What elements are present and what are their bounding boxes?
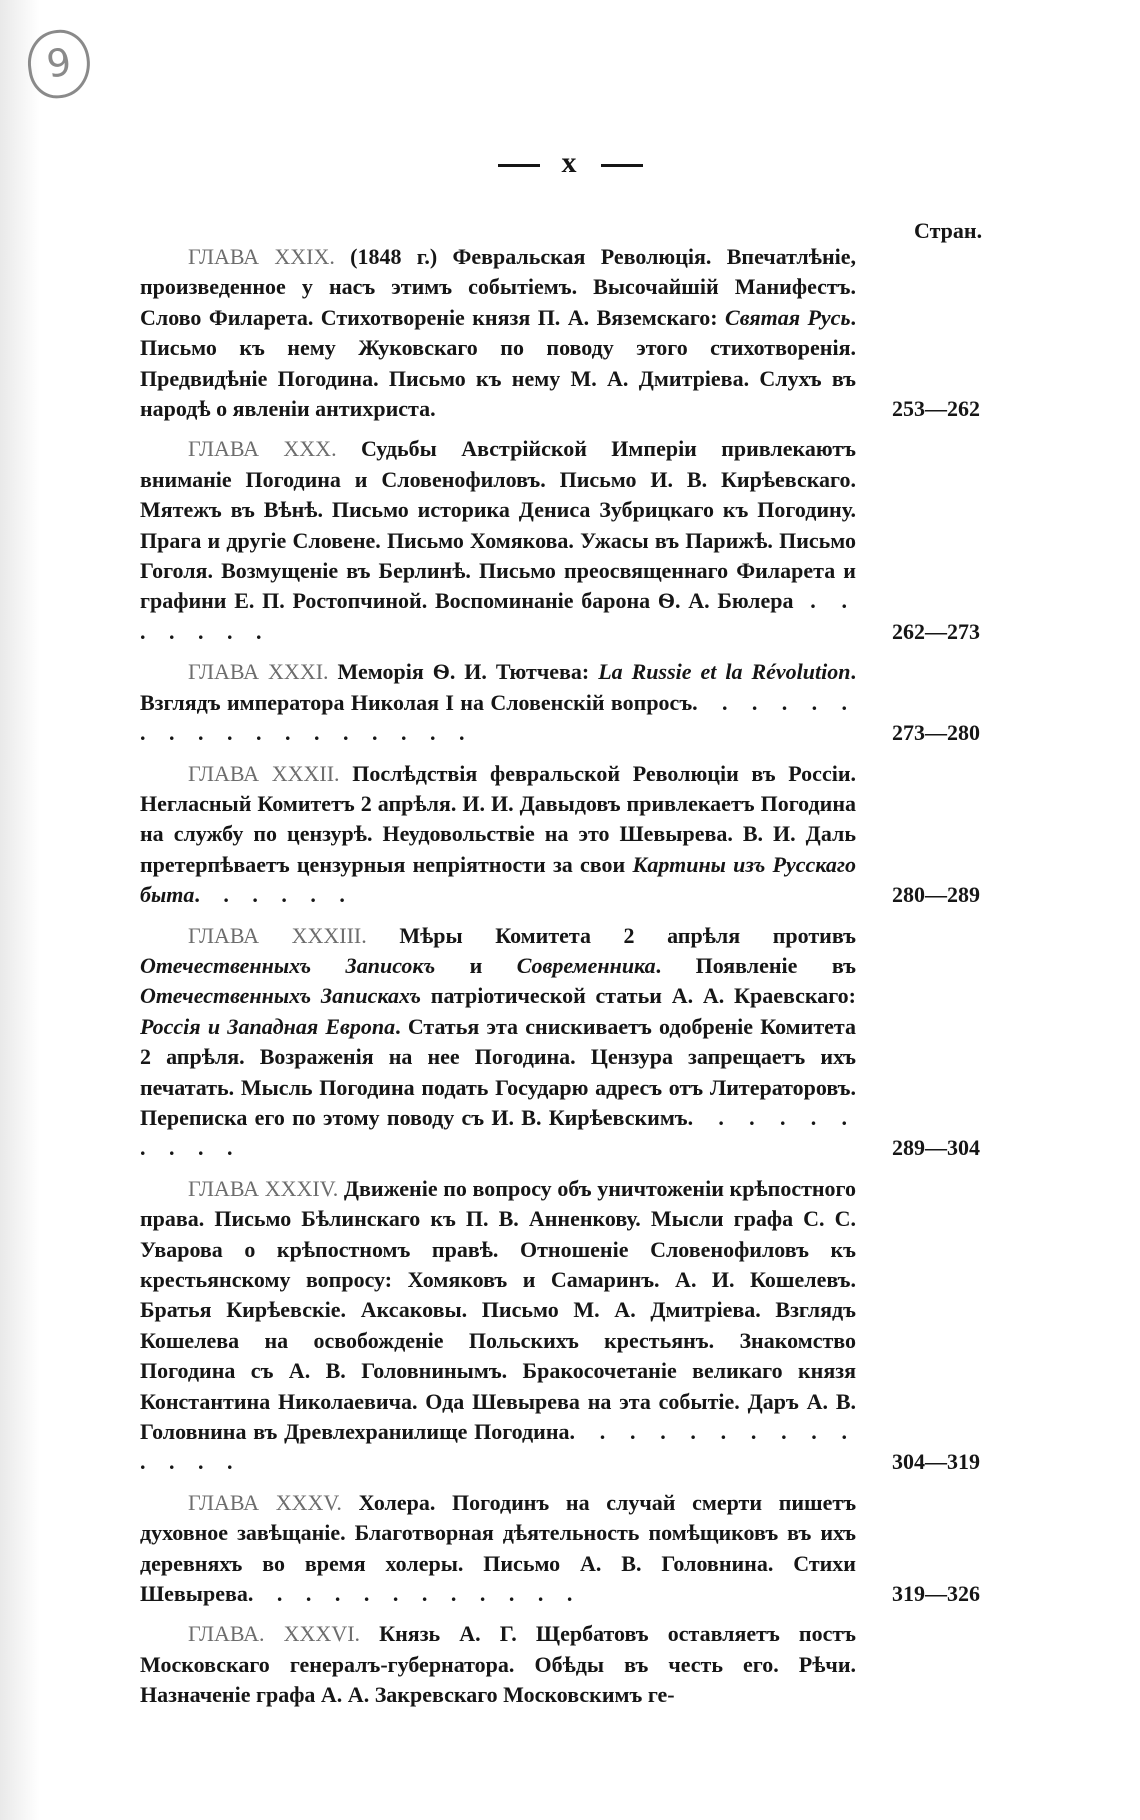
toc-entry-chapter-33 (140, 921, 1000, 1164)
entry-italic-title: Россія и Западная Европа (140, 1013, 396, 1039)
handwritten-folio-mark (24, 26, 95, 102)
entry-body: Князь А. Г. Щербатовъ оставляетъ постъ Московскаго генералъ-губернатора. Обѣды въ честь его. Рѣчи. Назначеніе графа А. А. Закревскаго Московскимъ ге- (140, 1621, 857, 1708)
dot-leader: . . . . . . (194, 882, 354, 908)
entry-body-cont: . Статья эта снискиваетъ одобреніе Комитета 2 апрѣля. Возраженія на нее Погодина. Цензура запрещаетъ ихъ печатать. Мысль Погодина подать Государю адресъ отъ Литераторовъ. Переписка его по этому поводу съ И. В. Кирѣевскимъ (140, 1013, 856, 1130)
entry-body: Судьбы Австрійской Имперіи привлекаютъ вниманіе Погодина и Словенофиловъ. Письмо И. В. Кирѣевскаго. Мятежъ въ Вѣнѣ. Письмо историка Дениса Зубрицкаго къ Погодину. Прага и другіе Словене. Письмо Хомякова. Ужасы въ Парижѣ. Письмо Гоголя. Возмущеніе въ Берлинѣ. Письмо преосвященнаго Филарета и графини Е. П. Ростопчиной. Воспоминаніе барона Ѳ. А. Бюлера (140, 436, 857, 614)
entry-body: Меморія Ѳ. И. Тютчева: (337, 659, 599, 685)
chapter-label: ГЛАВА XXXIII. (188, 922, 367, 948)
entry-page-range: 262—273 (892, 618, 980, 644)
toc-entry-chapter-30 (140, 434, 1000, 647)
entry-page-range: 273—280 (892, 720, 980, 746)
dot-leader: . . . . . . . . . . . . . . (140, 1419, 856, 1475)
entry-body: Холера. Погодинъ на случай смерти пишетъ духовное завѣщаніе. Благотворная дѣятельность помѣщиковъ въ ихъ деревняхъ во время холеры. Письмо А. В. Головнина. Стихи Шевырева (140, 1489, 857, 1607)
folio-mark-number: 9 (43, 39, 74, 87)
entry-page-range: 253—262 (892, 396, 980, 422)
chapter-label: ГЛАВА XXIX. (188, 244, 335, 269)
chapter-label: ГЛАВА. XXXVI. (188, 1621, 361, 1647)
entry-italic-title: Отечественныхъ Записокъ (140, 952, 436, 978)
dot-leader: . . . . . . . . . . (140, 1104, 857, 1161)
toc-entry-chapter-32 (140, 759, 1000, 911)
table-of-contents (140, 242, 1000, 1721)
entry-text (140, 434, 856, 647)
entry-text (140, 921, 856, 1164)
entry-italic-title: Отечественныхъ Запискахъ (140, 983, 421, 1009)
entry-body: Мѣры Комитета 2 апрѣля противъ (399, 922, 856, 948)
dot-leader: . . . . . . . . . . . . (247, 1581, 582, 1607)
toc-entry-chapter-36 (140, 1619, 1000, 1710)
entry-text (140, 1619, 856, 1710)
toc-entry-chapter-34 (140, 1174, 1000, 1478)
entry-italic-title: Святая Русь (725, 304, 851, 330)
chapter-label: ГЛАВА XXX. (188, 436, 337, 462)
dot-leader: . . . . . . . (140, 588, 856, 644)
entry-text (140, 657, 856, 748)
entry-body: Послѣдствія февральской Революціи въ Россіи. Негласный Комитетъ 2 апрѣля. И. И. Давыдовъ привлекаетъ Погодина на службу по цензурѣ. Неудовольствіе на это Шевырева. В. И. Даль претерпѣваетъ цензурныя непріятности за свои (140, 760, 856, 877)
entry-page-range: 280—289 (892, 882, 980, 908)
entry-body-cont: . Письмо къ нему Жуковскаго по поводу этого стихотворенія. Предвидѣніе Погодина. Письмо къ нему М. А. Дмитріева. Слухъ въ народѣ о явленіи антихриста. (140, 304, 856, 422)
entry-body-cont: . Взглядъ императора Николая I на Словенскій вопросъ (140, 659, 856, 715)
chapter-label: ГЛАВА XXXIV. (188, 1175, 339, 1201)
em-dash-left (498, 164, 540, 167)
chapter-label: ГЛАВА XXXII. (188, 760, 340, 786)
pages-column-label: Стран. (914, 218, 983, 243)
entry-italic-title: La Russie et la Révolution (598, 659, 851, 685)
entry-page-range: 304—319 (892, 1449, 980, 1475)
entry-text (140, 1488, 856, 1610)
entry-italic-title: Картины изъ Русскаго быта (140, 851, 856, 908)
toc-entry-chapter-29 (140, 242, 1000, 424)
entry-italic-title: Современника (516, 952, 656, 978)
chapter-label: ГЛАВА XXXV. (188, 1489, 342, 1515)
page-number (0, 146, 1140, 180)
toc-entry-chapter-31 (140, 657, 1000, 748)
entry-body: (1848 г.) Февральская Революція. Впечатлѣніе, произведенное у насъ этимъ событіемъ. Высочайшій Манифестъ. Слово Филарета. Стихотвореніе князя П. А. Вяземскаго: (140, 244, 856, 330)
chapter-label: ГЛАВА XXXI. (188, 659, 329, 685)
entry-body-cont: патріотической статьи А. А. Краевскаго: (421, 983, 856, 1009)
entry-page-range: 319—326 (892, 1581, 980, 1607)
toc-entry-chapter-35 (140, 1488, 1000, 1610)
entry-page-range: 289—304 (892, 1135, 980, 1161)
entry-body-cont: . Появленіе въ (655, 952, 856, 978)
entry-body: Движеніе по вопросу объ уничтоженіи крѣпостного права. Письмо Бѣлинскаго къ П. В. Анненкову. Мысли графа С. С. Уварова о крѣпостномъ правѣ. Отношеніе Словенофиловъ къ крестьянскому вопросу: Хомяковъ и Самаринъ. А. И. Кошелевъ. Братья Кирѣевскіе. Аксаковы. Письмо М. А. Дмитріева. Взглядъ Кошелева на освобожденіе Польскихъ крестьянъ. Знакомство Погодина съ А. В. Головнинымъ. Бракосочетаніе великаго князя Константина Николаевича. Ода Шевырева на эта событіе. Даръ А. В. Головнина въ Древлехранилище Погодина (140, 1175, 857, 1445)
dot-leader: . . . . . . . . . . . . . . . . . . (140, 689, 856, 746)
entry-text (140, 242, 856, 424)
entry-text (140, 1174, 856, 1478)
entry-text (140, 759, 856, 911)
page-number-value: x (561, 146, 579, 179)
em-dash-right (601, 164, 643, 167)
entry-body-cont: и (435, 952, 517, 978)
